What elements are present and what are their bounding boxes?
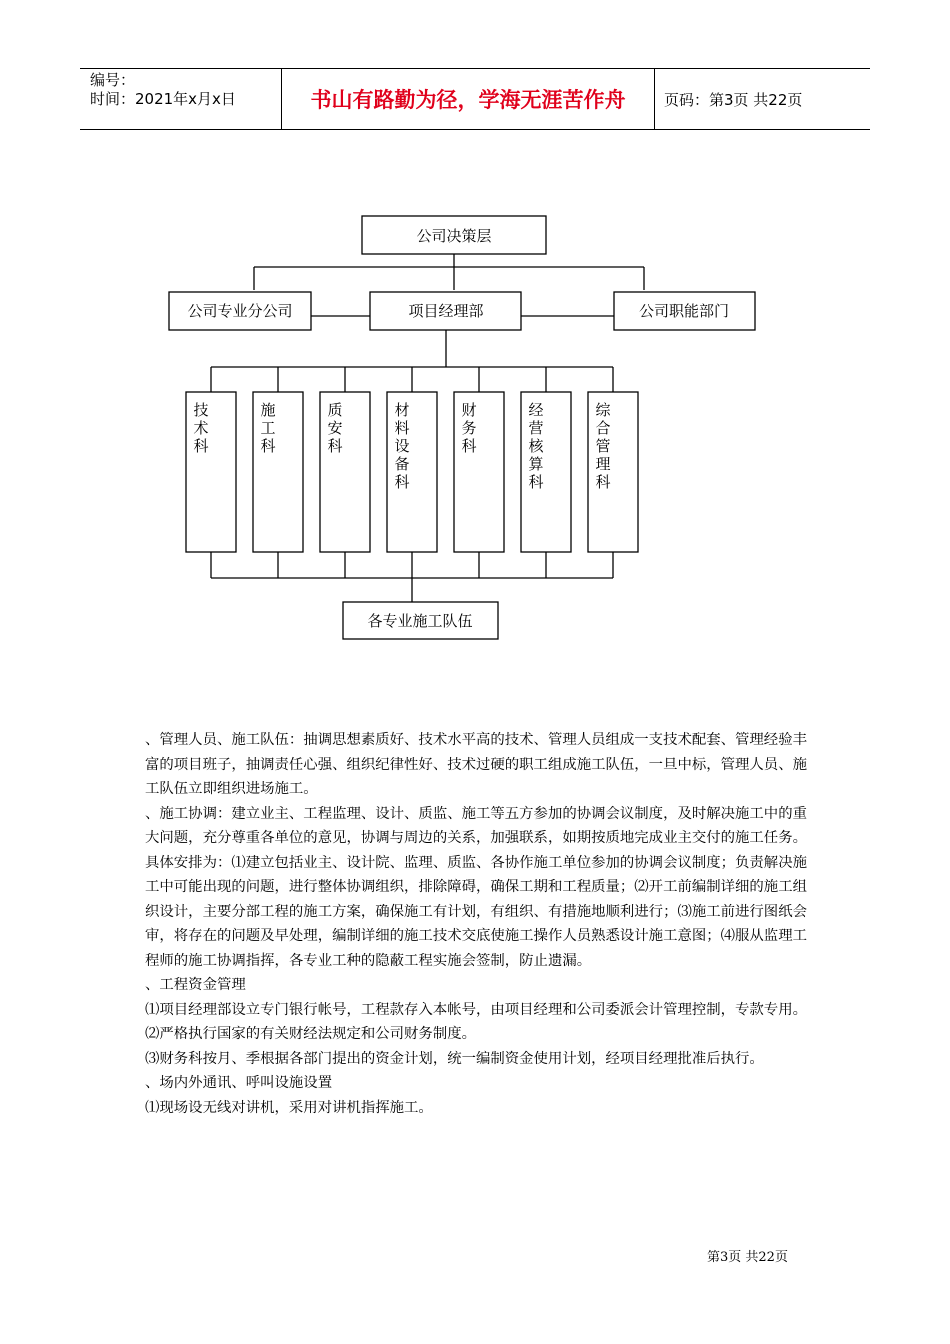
body-text [145, 728, 815, 1120]
department-label: 综合管理科 [595, 401, 611, 491]
code-label: 编号： [90, 71, 136, 89]
page-code: 页码：第3页 共22页 [664, 91, 803, 109]
department-label: 经营核算科 [528, 401, 544, 491]
bottom-label: 各专业施工队伍 [367, 612, 473, 630]
department-label: 材料设备科 [394, 401, 410, 491]
paragraph: 具体安排为：⑴建立包括业主、设计院、监理、质监、各协作施工单位参加的协调会议制度；负责解决施工中可能出现的问题，进行整体协调组织，排除障碍，确保工期和工程质量；⑵开工前编制详细的施工组织设计，主要分部工程的施工方案，确保施工有计划，有组织、有措施地顺利进行；⑶施工前进行图纸会审，将存在的问题及早处理，编制详细的施工技术交底使施工操作人员熟悉设计施工意图；⑷服从监理工程师的施工协调指挥，各专业工种的隐蔽工程实施会签制，防止遗漏。 [145, 854, 807, 969]
paragraph: ⑴项目经理部设立专门银行帐号，工程款存入本帐号，由项目经理和公司委派会计管理控制，专款专用。 [145, 1001, 807, 1018]
paragraph: ⑶财务科按月、季根据各部门提出的资金计划，统一编制资金使用计划，经项目经理批准后执行。 [145, 1050, 764, 1067]
paragraph: 、管理人员、施工队伍：抽调思想素质好、技术水平高的技术、管理人员组成一支技术配套、管理经验丰富的项目班子，抽调责任心强、组织纪律性好、技术过硬的职工组成施工队伍，一旦中标，管理人员、施工队伍立即组织进场施工。 [145, 732, 807, 797]
center-label: 项目经理部 [408, 302, 484, 320]
paragraph: 、工程资金管理 [145, 977, 246, 993]
paragraph: 、场内外通讯、呼叫设施设置 [145, 1075, 333, 1091]
time-label: 时间：2021年x月x日 [90, 90, 236, 108]
right-label: 公司职能部门 [638, 302, 730, 320]
paragraph: 、施工协调：建立业主、工程监理、设计、质监、施工等五方参加的协调会议制度，及时解决施工中的重大问题，充分尊重各单位的意见，协调与周边的关系，加强联系，如期按质地完成业主交付的施工任务。 [145, 805, 807, 846]
department-label: 财务科 [461, 401, 477, 455]
left-label: 公司专业分公司 [187, 302, 293, 320]
department-label: 技术科 [193, 401, 209, 455]
top-label: 公司决策层 [416, 227, 492, 245]
department-label: 质安科 [327, 401, 343, 455]
department-boxes [186, 392, 638, 552]
slogan: 书山有路勤为径，学海无涯苦作舟 [281, 69, 655, 129]
paragraph: ⑵严格执行国家的有关财经法规定和公司财务制度。 [145, 1026, 476, 1042]
page-footer: 第3页 共22页 [707, 1250, 788, 1265]
paragraph: ⑴现场设无线对讲机，采用对讲机指挥施工。 [145, 1099, 433, 1116]
department-label: 施工科 [260, 401, 276, 455]
